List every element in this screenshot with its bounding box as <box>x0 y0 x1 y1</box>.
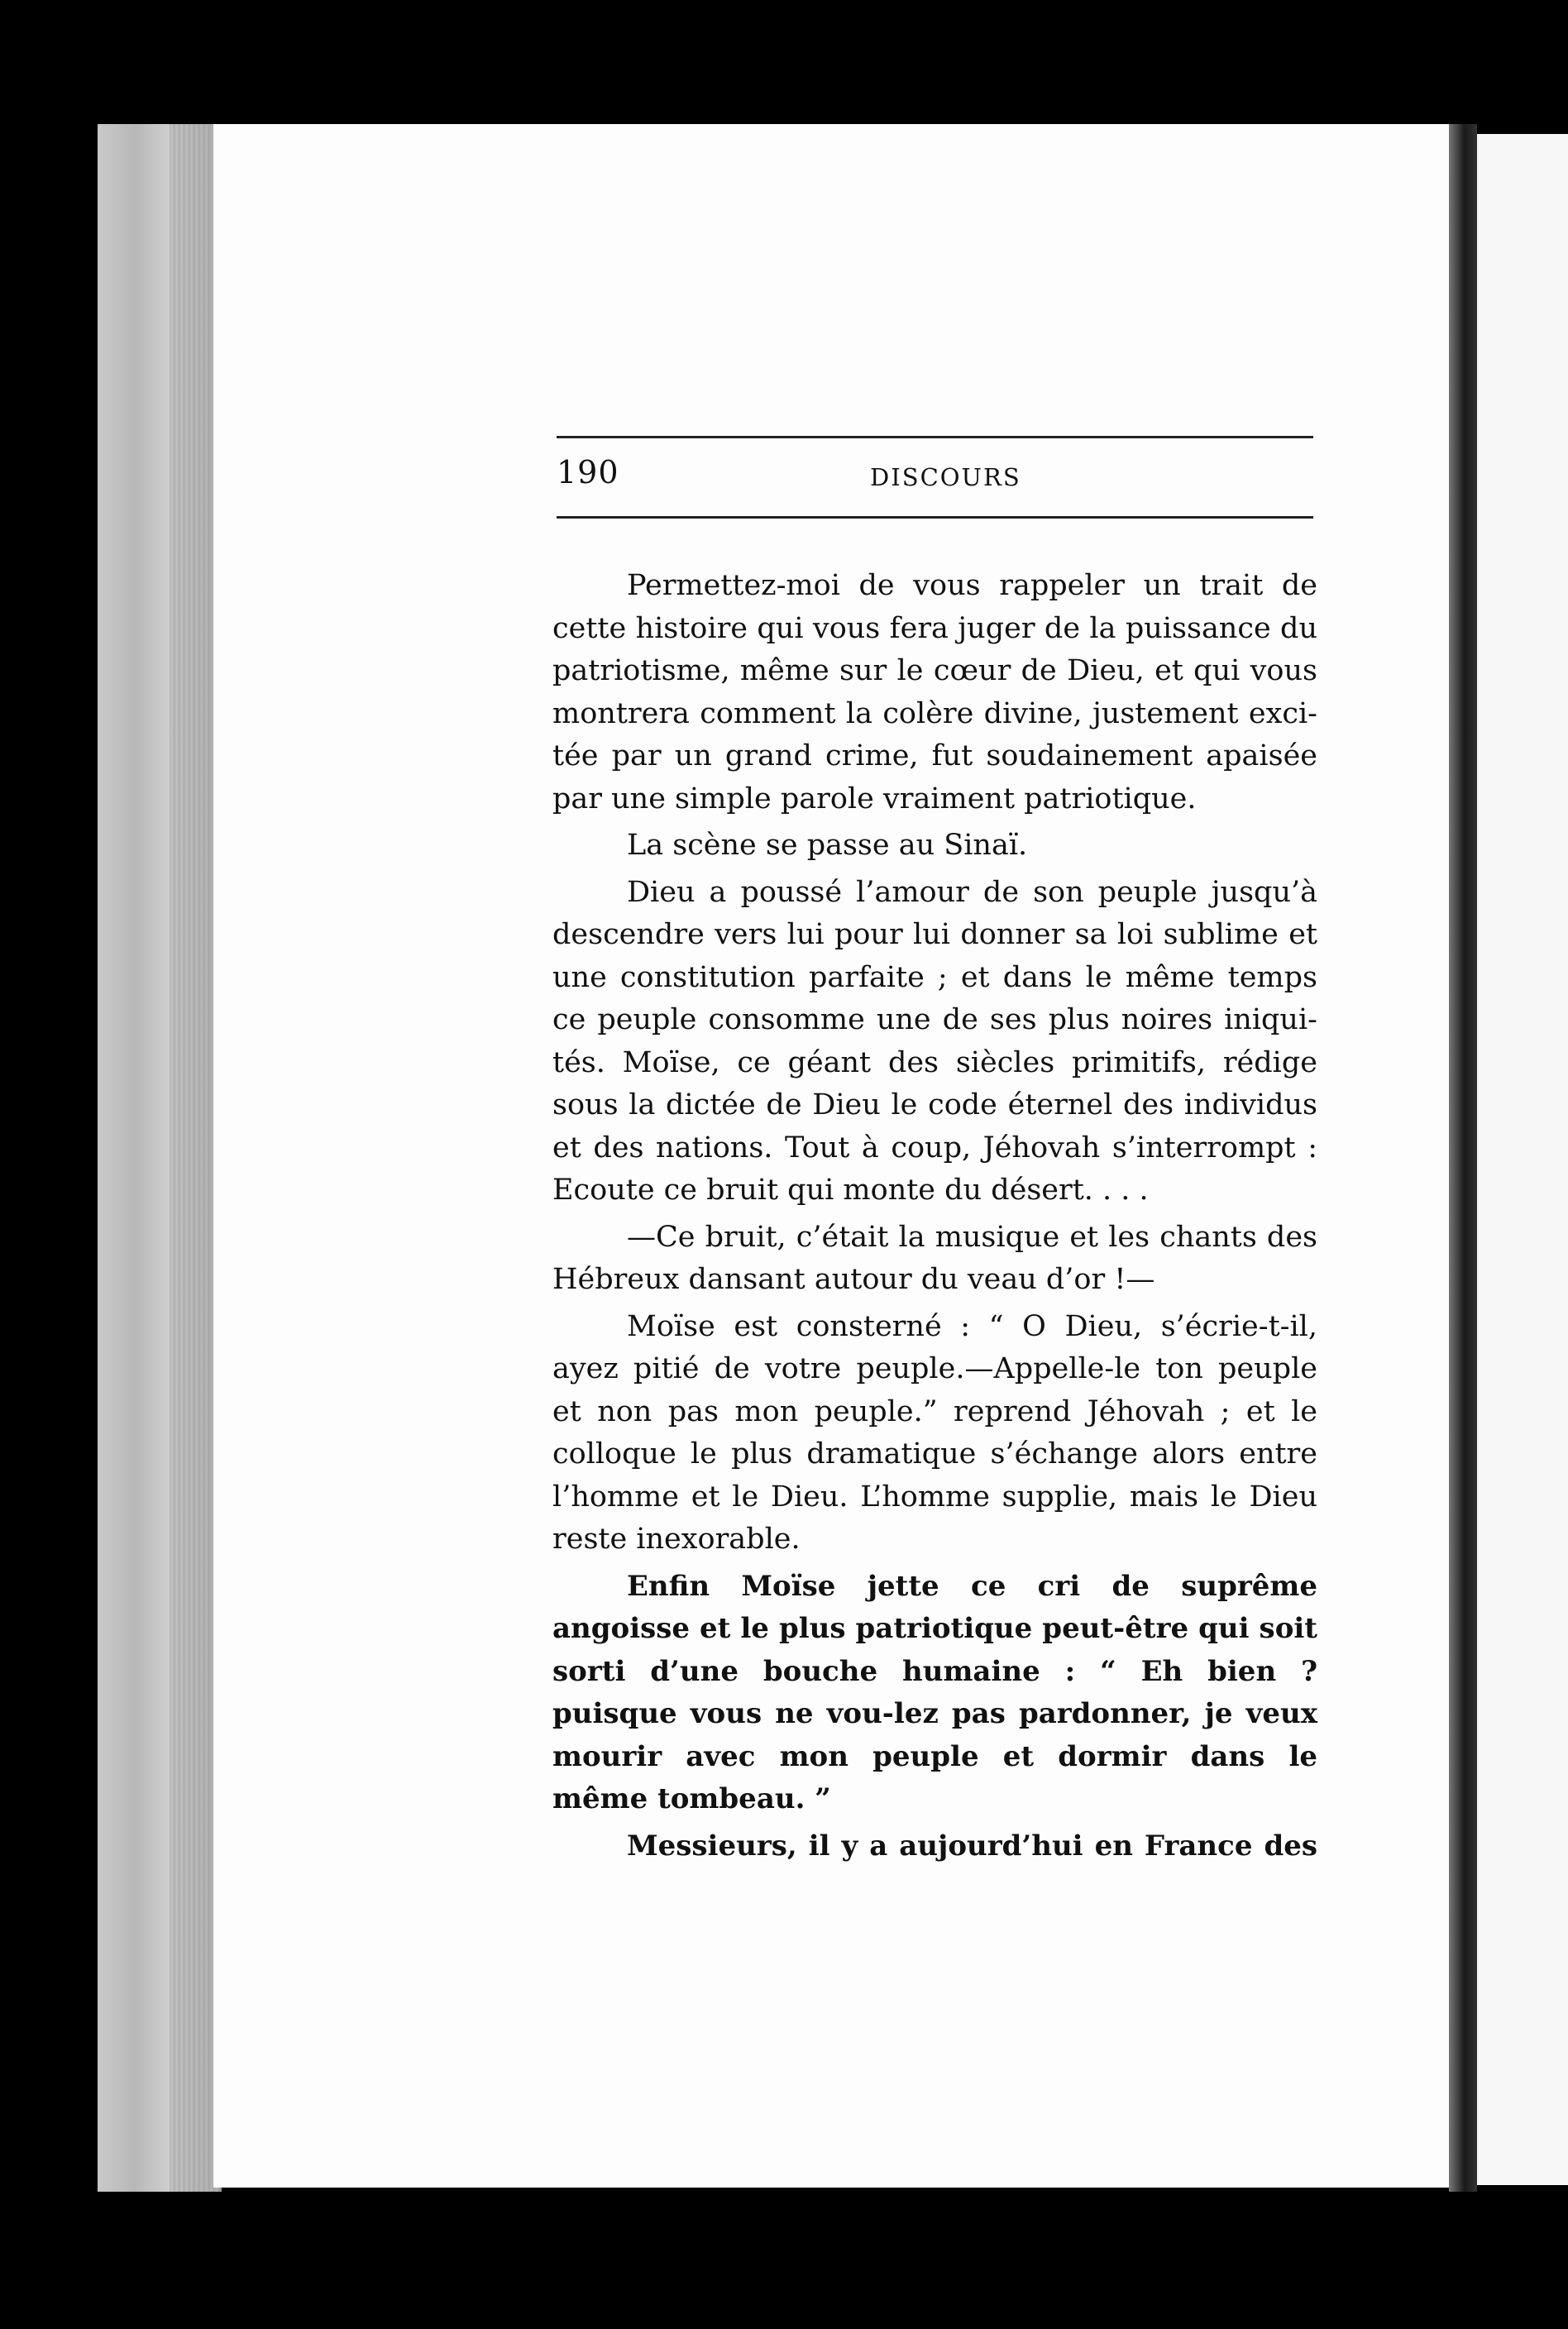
paragraph: Enfin Moïse jette ce cri de suprême angoisse et le plus patriotique peut-être qui soit sorti d’une bouche humaine : “ Eh bien ? puisque vous ne vou-lez pas pardonner, je veux mourir avec mon peuple et dormir dans le même tombeau. ” <box>552 1569 1317 1815</box>
paragraph: Moïse est consterné : “ O Dieu, s’écrie-t-il, ayez pitié de votre peuple.—Appelle-le ton peuple et non pas mon peuple.” reprend Jéhovah ; et le colloque le plus dramatique s’échange alors entre l’homme et le Dieu. L’homme supplie, mais le Dieu reste inexorable. <box>552 1309 1317 1556</box>
paragraph: La scène se passe au Sinaï. <box>627 829 1028 862</box>
paragraph: Permettez-moi de vous rappeler un trait de cette histoire qui vous fera juger de la puissance du patriotisme, même sur le cœur de Dieu, et qui vous montrera comment la colère divine, justement exci-tée par un grand crime, fut soudainement apaisée par une simple parole vraiment patriotique. <box>552 569 1317 815</box>
paragraph: Messieurs, il y a aujourd’hui en France des <box>627 1829 1317 1863</box>
body-text <box>552 565 1317 1872</box>
header-rule-bottom <box>557 516 1313 519</box>
header-rule-top <box>557 436 1313 438</box>
book-page-edge-texture <box>170 124 219 2192</box>
paragraph: Dieu a poussé l’amour de son peuple jusqu’à descendre vers lui pour lui donner sa loi sublime et une constitution parfaite ; et dans le même temps ce peuple consomme une de ses plus noires iniqui-tés. Moïse, ce géant des siècles primitifs, rédige sous la dictée de Dieu le code éternel des individus et des nations. Tout à coup, Jéhovah s’interrompt : Ecoute ce bruit qui monte du désert. . . . <box>552 875 1317 1207</box>
running-title: DISCOURS <box>870 463 1021 491</box>
book-spine-shadow <box>1449 124 1477 2192</box>
facing-page-sliver <box>1477 134 1568 2185</box>
paragraph: —Ce bruit, c’était la musique et les chants des Hébreux dansant autour du veau d’or !— <box>552 1220 1317 1296</box>
page-number: 190 <box>557 454 619 490</box>
